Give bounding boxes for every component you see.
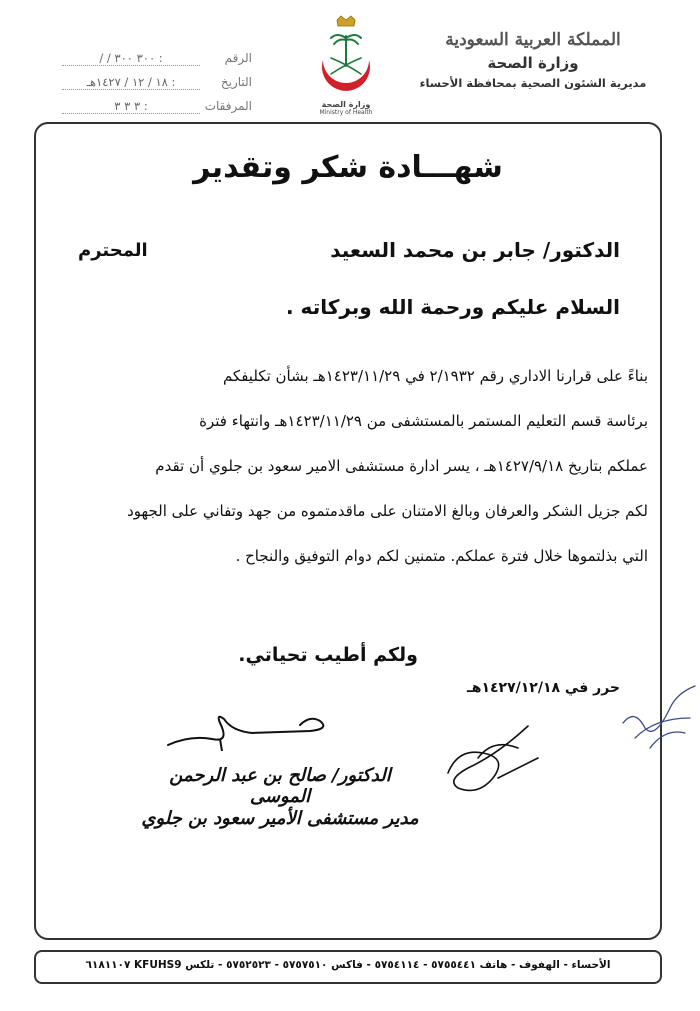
ref-attachments-row: [62, 94, 252, 118]
emblem-caption-ar: وزارة الصحة: [321, 100, 371, 109]
ministry-header: [408, 30, 658, 90]
ref-number-label: الرقم: [224, 51, 252, 65]
written-date: حرر في ١٤٢٧/١٢/١٨هـ: [466, 680, 620, 696]
blue-initials: [615, 678, 700, 758]
ref-date-value: : ١٨ / ١٢ / ١٤٢٧هـ: [62, 75, 200, 90]
ref-attachments-value: : ٣ ٣ ٣: [62, 99, 200, 114]
footer-contact: الأحساء - الهفوف - هاتف ٥٧٥٥٤٤١ - ٥٧٥٤١١٤ - فاكس ٥٧٥٧٥١٠ - ٥٧٥٢٥٢٣ - تلكس KFUHS9 ٦١٨١١٠٧: [85, 959, 611, 971]
ref-date-row: [62, 70, 252, 94]
signer-name: الدكتور/ صالح بن عبد الرحمن الموسى: [169, 765, 391, 807]
ministry-emblem: [309, 14, 383, 124]
ref-date-label: التاريخ: [220, 75, 252, 89]
reference-block: [62, 46, 252, 118]
ref-attachments-label: المرفقات: [204, 99, 252, 113]
body-line: برئاسة قسم التعليم المستمر بالمستشفى من ١٤٢٣/١١/٢٩هـ وانتهاء فترة: [199, 412, 648, 430]
crescent-palm-emblem-icon: [309, 14, 383, 98]
ref-number-value: : ٣٠٠ ٣٠٠ / /: [62, 51, 200, 66]
recipient-name: الدكتور/ جابر بن محمد السعيد: [330, 238, 620, 262]
directorate-name: مديرية الشئون الصحية بمحافظة الأحساء: [419, 76, 647, 90]
kingdom-name: المملكة العربية السعودية: [445, 30, 621, 50]
certificate-title: شهـــادة شكر وتقدير: [193, 150, 503, 185]
body-line: عملكم بتاريخ ١٤٢٧/٩/١٨هـ ، يسر ادارة مستشفى الامير سعود بن جلوي أن تقدم: [155, 457, 648, 475]
ministry-name: وزارة الصحة: [487, 54, 579, 72]
body-line: لكم جزيل الشكر والعرفان وبالغ الامتنان على ماقدمتموه من جهد وتفاني على الجهود: [127, 502, 648, 520]
body-line: التي بذلتموها خلال فترة عملكم. متمنين لكم دوام التوفيق والنجاح .: [235, 547, 648, 565]
letter-body: [48, 362, 648, 587]
official-signature: [438, 718, 548, 808]
greeting: السلام عليكم ورحمة الله وبركاته .: [286, 295, 620, 319]
ref-number-row: [62, 46, 252, 70]
emblem-caption-en: Ministry of Health: [319, 109, 373, 116]
handwritten-signature: [160, 705, 340, 765]
closing-line: ولكم أطيب تحياتي.: [238, 644, 418, 666]
signer-title: مدير مستشفى الأمير سعود بن جلوي: [141, 808, 419, 829]
body-line: بناءً على قرارنا الاداري رقم ٢/١٩٣٢ في ١٤٢٣/١١/٢٩هـ بشأن تكليفكم: [222, 367, 648, 385]
honorific: المحترم: [78, 240, 148, 261]
